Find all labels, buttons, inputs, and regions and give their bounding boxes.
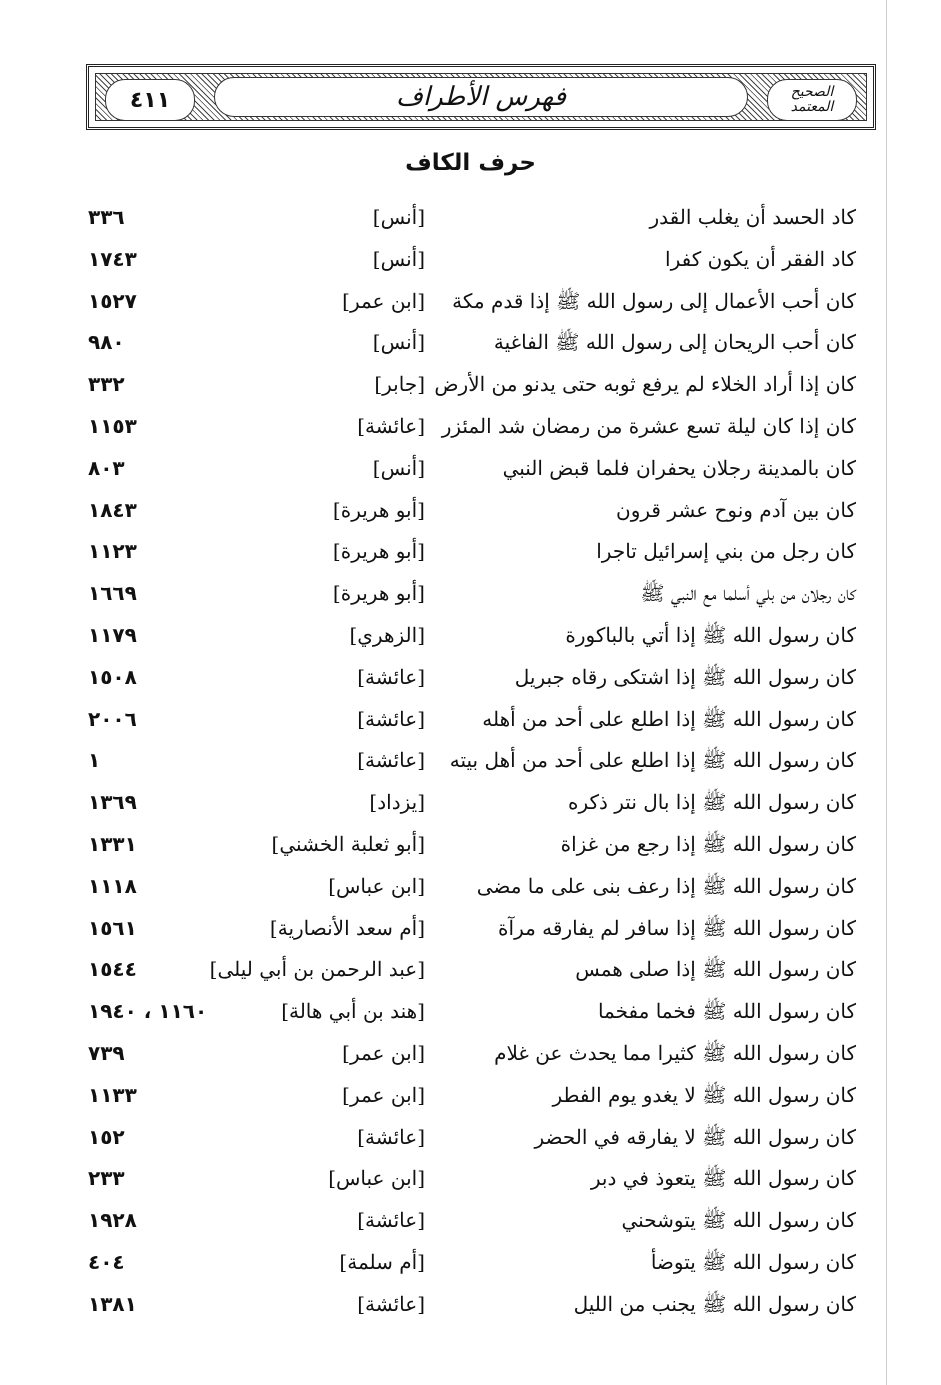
hadith-number: ١١٣٣: [88, 1082, 137, 1107]
narrator-name: [أبو ثعلبة الخشني]: [271, 832, 425, 856]
hadith-number: ١٥٢: [88, 1124, 125, 1149]
hadith-opening-text: كان رسول الله ﷺ يتوشحني: [621, 1208, 856, 1233]
narrator-name: [ابن عباس]: [328, 873, 425, 898]
hadith-number: ١١٧٩: [88, 623, 137, 647]
list-item: [0, 790, 941, 830]
narrator-name: [عائشة]: [357, 414, 425, 438]
page-number-badge: [105, 79, 195, 121]
list-item: [0, 999, 941, 1039]
header-title-cartouche: [214, 77, 748, 117]
hadith-number: ٤٠٤: [88, 1250, 125, 1274]
narrator-name: [يزداد]: [369, 790, 425, 815]
list-item: [0, 498, 941, 538]
list-item: [0, 247, 941, 287]
hadith-number: ١٥٦١: [88, 915, 137, 940]
narrator-name: [أنس]: [372, 455, 425, 480]
hadith-opening-text: كان رسول الله ﷺ إذا بال نتر ذكره: [567, 790, 856, 815]
hadith-number: ١٣٦٩: [88, 790, 137, 815]
hadith-opening-text: كان إذا أراد الخلاء لم يرفع ثوبه حتى يدنو من الأرض: [434, 372, 856, 397]
hadith-number: ٧٣٩: [88, 1041, 125, 1065]
hadith-number: ١١٢٣: [88, 539, 137, 564]
hadith-opening-text: كان رسول الله ﷺ إذا اشتكى رقاه جبريل: [514, 664, 856, 689]
narrator-name: [الزهري]: [349, 623, 425, 647]
hadith-opening-text: كان رسول الله ﷺ فخما مفخما: [597, 999, 856, 1024]
hadith-opening-text: كان رجلان من بلي أسلما مع النبي ﷺ: [640, 581, 856, 606]
narrator-name: [أنس]: [372, 205, 425, 229]
hadith-opening-text: كان رجل من بني إسرائيل تاجرا: [596, 539, 856, 564]
hadith-opening-text: كان رسول الله ﷺ إذا اطلع على أحد من أهله: [482, 706, 856, 731]
hadith-opening-text: كان بالمدينة رجلان يحفران فلما قبض النبي: [502, 455, 856, 480]
hadith-opening-text: كاد الفقر أن يكون كفرا: [665, 246, 856, 271]
list-item: [0, 414, 941, 454]
hadith-number: ١٣٨١: [88, 1291, 137, 1316]
hadith-number: ١١١٨: [88, 873, 137, 898]
narrator-name: [أم سعد الأنصارية]: [269, 915, 425, 940]
narrator-name: [أم سلمة]: [339, 1250, 425, 1274]
hadith-opening-text: كان بين آدم ونوح عشر قرون: [616, 497, 856, 522]
hadith-number: ٢٠٠٦: [88, 706, 137, 731]
hadith-opening-text: كان أحب الريحان إلى رسول الله ﷺ الفاغية: [493, 330, 856, 355]
narrator-name: [أنس]: [372, 330, 425, 355]
list-item: [0, 957, 941, 997]
narrator-name: [عائشة]: [357, 664, 425, 689]
hadith-opening-text: كان رسول الله ﷺ إذا رجع من غزاة: [560, 832, 856, 856]
list-item: [0, 330, 941, 370]
narrator-name: [عائشة]: [357, 1291, 425, 1316]
hadith-opening-text: كان رسول الله ﷺ إذا اطلع على أحد من أهل بيته: [449, 748, 856, 773]
hadith-number: ١٥٠٨: [88, 664, 137, 689]
list-item: [0, 916, 941, 956]
page-header: [86, 64, 876, 130]
list-item: [0, 665, 941, 705]
hadith-opening-text: كاد الحسد أن يغلب القدر: [649, 205, 856, 229]
book-logo: الصحيح المعتمد: [790, 83, 834, 115]
list-item: [0, 1250, 941, 1290]
hadith-opening-text: كان إذا كان ليلة تسع عشرة من رمضان شد المئزر: [441, 414, 856, 438]
hadith-opening-text: كان رسول الله ﷺ إذا أتي بالباكورة: [565, 623, 856, 647]
narrator-name: [أنس]: [372, 246, 425, 271]
list-item: [0, 289, 941, 329]
list-item: [0, 1083, 941, 1123]
hadith-opening-text: كان رسول الله ﷺ لا يفارقه في الحضر: [534, 1124, 856, 1149]
hadith-opening-text: كان رسول الله ﷺ يتوضأ: [650, 1250, 856, 1274]
hadith-opening-text: كان رسول الله ﷺ إذا رعف بنى على ما مضى: [476, 873, 856, 898]
list-item: [0, 1125, 941, 1165]
hadith-number: ١٦٦٩: [88, 581, 137, 606]
hadith-number: ٢٣٣: [88, 1166, 125, 1191]
narrator-name: [عائشة]: [357, 706, 425, 731]
hadith-number: ١٩٢٨: [88, 1208, 137, 1233]
list-item: [0, 1208, 941, 1248]
hadith-number: ١١٥٣: [88, 414, 137, 438]
hadith-number: ١٨٤٣: [88, 497, 137, 522]
narrator-name: [عائشة]: [357, 1124, 425, 1149]
list-item: [0, 581, 941, 621]
narrator-name: [أبو هريرة]: [332, 581, 425, 606]
hadith-number: ١٥٢٧: [88, 288, 137, 313]
hadith-opening-text: كان أحب الأعمال إلى رسول الله ﷺ إذا قدم مكة: [452, 288, 856, 313]
narrator-name: [ابن عمر]: [342, 288, 425, 313]
page-number: ٤١١: [129, 87, 171, 113]
narrator-name: [جابر]: [374, 372, 425, 397]
list-item: [0, 372, 941, 412]
list-item: [0, 832, 941, 872]
hadith-opening-text: كان رسول الله ﷺ لا يغدو يوم الفطر: [552, 1082, 856, 1107]
hadith-opening-text: كان رسول الله ﷺ يتعوذ في دبر: [590, 1166, 856, 1191]
hadith-opening-text: كان رسول الله ﷺ كثيرا مما يحدث عن غلام: [494, 1041, 856, 1065]
hadith-number: ١٣٣١: [88, 832, 137, 856]
hadith-opening-text: كان رسول الله ﷺ إذا سافر لم يفارقه مرآة: [498, 915, 856, 940]
list-item: [0, 874, 941, 914]
list-item: [0, 1292, 941, 1332]
book-logo-badge: [767, 79, 857, 121]
narrator-name: [ابن عمر]: [342, 1082, 425, 1107]
hadith-number: ١: [88, 748, 101, 773]
narrator-name: [هند بن أبي هالة]: [281, 999, 425, 1024]
narrator-name: [عبد الرحمن بن أبي ليلى]: [209, 957, 425, 982]
hadith-number: ١٥٤٤: [88, 957, 137, 982]
list-item: [0, 456, 941, 496]
narrator-name: [ابن عباس]: [328, 1166, 425, 1191]
narrator-name: [أبو هريرة]: [332, 539, 425, 564]
hadith-opening-text: كان رسول الله ﷺ يجنب من الليل: [573, 1291, 856, 1316]
hadith-number: ٩٨٠: [88, 330, 125, 355]
list-item: [0, 748, 941, 788]
header-title: فهرس الأطراف: [395, 82, 567, 112]
hadith-number: ١١٦٠ ، ١٩٤٠: [88, 999, 208, 1024]
hadith-opening-text: كان رسول الله ﷺ إذا صلى همس: [575, 957, 856, 982]
narrator-name: [عائشة]: [357, 748, 425, 773]
list-item: [0, 707, 941, 747]
hadith-number: ٣٣٦: [88, 205, 125, 229]
narrator-name: [عائشة]: [357, 1208, 425, 1233]
hadith-number: ٣٣٢: [88, 372, 125, 397]
hadith-number: ٨٠٣: [88, 455, 125, 480]
narrator-name: [ابن عمر]: [342, 1041, 425, 1065]
list-item: [0, 1041, 941, 1081]
narrator-name: [أبو هريرة]: [332, 497, 425, 522]
list-item: [0, 205, 941, 245]
hadith-number: ١٧٤٣: [88, 246, 137, 271]
list-item: [0, 623, 941, 663]
section-title: حرف الكاف: [405, 150, 536, 176]
list-item: [0, 1166, 941, 1206]
list-item: [0, 539, 941, 579]
